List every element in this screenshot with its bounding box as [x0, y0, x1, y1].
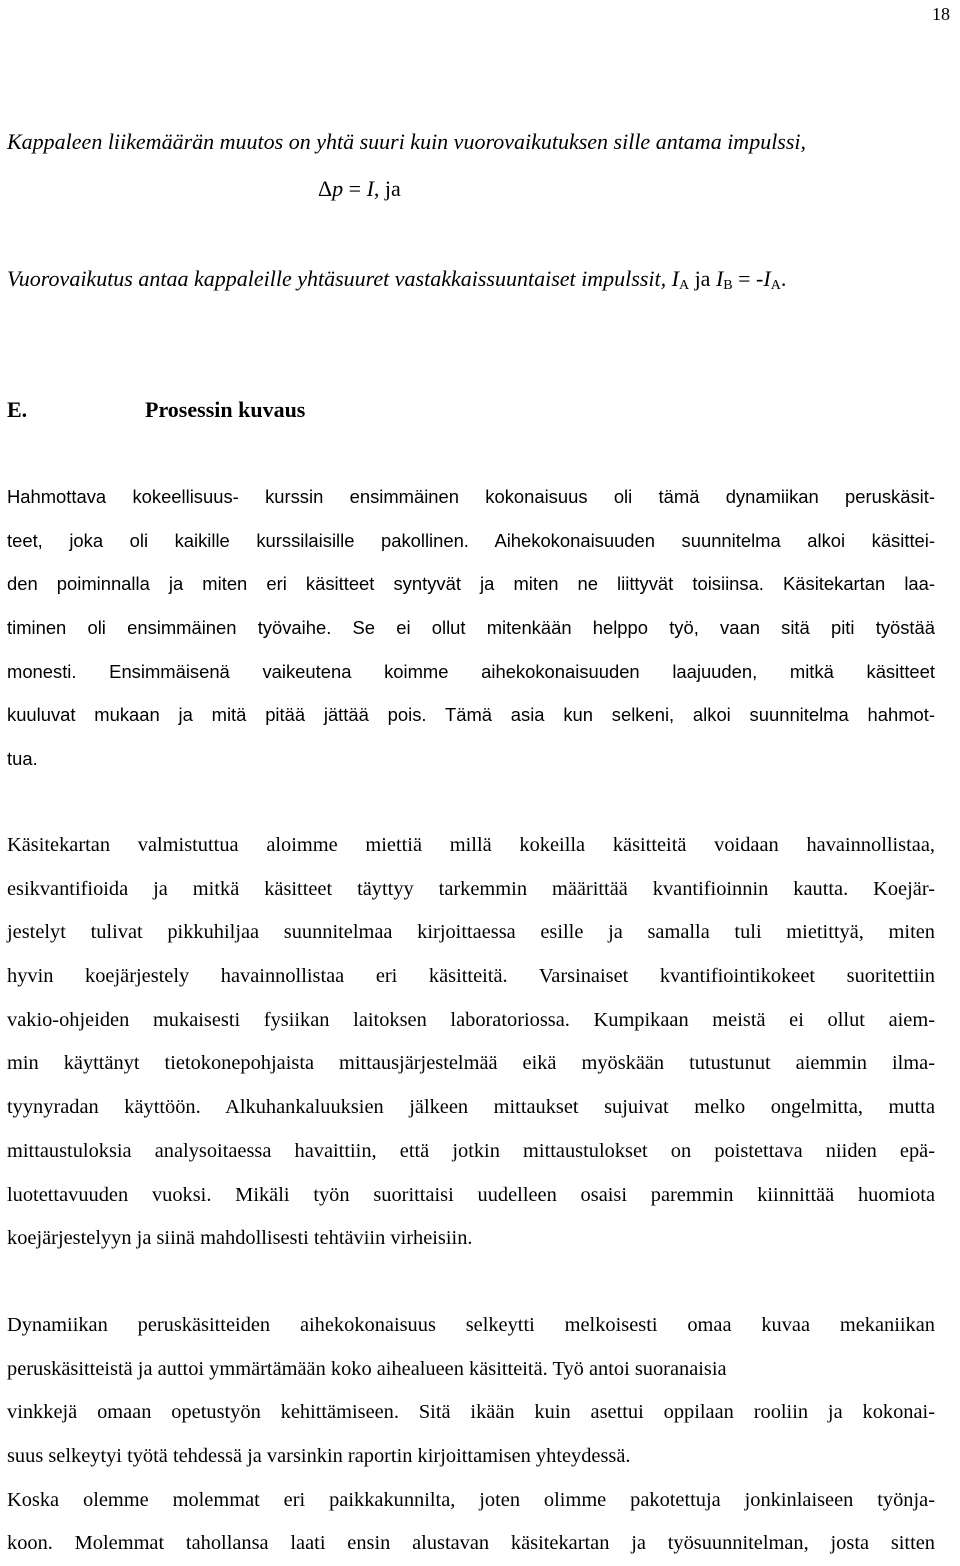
paragraph-line: timinen oli ensimmäinen työvaihe. Se ei ollut mitenkään helppo työ, vaan sitä piti työstää — [7, 617, 935, 639]
section-title: Prosessin kuvaus — [145, 397, 306, 422]
paragraph-line: tua. — [7, 748, 38, 770]
paragraph-line: suus selkeytyi työtä tehdessä ja varsinkin raportin kirjoittamisen yhteydessä. — [7, 1445, 631, 1468]
impulse-ia-neg: I — [763, 266, 771, 291]
delta-symbol: Δ — [318, 176, 333, 201]
paragraph-line: koon. Molemmat tahollansa laati ensin alustavan käsitekartan ja työsuunnitelman, josta sitten — [7, 1532, 935, 1555]
paragraph-line: min käyttänyt tietokonepohjaista mittausjärjestelmää eikä myöskään tutustunut aiemmin ilma- — [7, 1052, 935, 1075]
paragraph-line: esikvantifioida ja mitkä käsitteet täyttyy tarkemmin määrittää kvantifioinnin kautta. Koejär- — [7, 877, 935, 900]
paragraph-line: vinkkejä omaan opetustyön kehittämiseen. Sitä ikään kuin asettui oppilaan rooliin ja kokonai- — [7, 1401, 935, 1424]
paragraph-reflection — [7, 1304, 935, 1566]
impulse-end: . — [780, 266, 787, 291]
subscript-a: A — [678, 278, 690, 293]
formula-equals: = — [343, 176, 367, 201]
page-number: 18 — [932, 4, 950, 24]
formula-ja: , ja — [373, 176, 401, 201]
impulse-eq: = - — [732, 266, 764, 291]
impulse-statement — [7, 266, 786, 294]
paragraph-line: monesti. Ensimmäisenä vaikeutena koimme aihekokonaisuuden laajuuden, mitkä käsitteet — [7, 660, 935, 682]
formula-i: I — [366, 176, 374, 201]
paragraph-line: Hahmottava kokeellisuus- kurssin ensimmäinen kokonaisuus oli tämä dynamiikan peruskäsit- — [7, 486, 935, 507]
paragraph-line: teet, joka oli kaikille kurssilaisille pakollinen. Aihekokonaisuuden suunnitelma alkoi käsittei- — [7, 529, 935, 551]
paragraph-process-1 — [7, 475, 935, 781]
paragraph-line: kuuluvat mukaan ja mitä pitää jättää pois. Tämä asia kun selkeni, alkoi suunnitelma hahmot- — [7, 704, 935, 726]
paragraph-line: koejärjestelyyn ja siinä mahdollisesti tehtäviin virheisiin. — [7, 1227, 473, 1250]
paragraph-process-2 — [7, 824, 935, 1261]
paragraph-line: den poiminnalla ja miten eri käsitteet syntyvät ja miten ne liittyvät toisiinsa. Käsitekartan laa- — [7, 573, 935, 595]
momentum-statement: Kappaleen liikemäärän muutos on yhtä suuri kuin vuorovaikutuksen sille antama impulssi, — [7, 129, 807, 154]
subscript-b: B — [723, 278, 733, 293]
impulse-text: Vuorovaikutus antaa kappaleille yhtäsuuret vastakkaissuuntaiset impulssit, — [7, 266, 672, 291]
paragraph-line: vakio-ohjeiden mukaisesti fysiikan laitoksen laboratoriossa. Kumpikaan meistä ei ollut aiem- — [7, 1008, 935, 1031]
impulse-ja: ja — [689, 266, 716, 291]
impulse-ib: I — [715, 266, 724, 291]
impulse-ia: I — [671, 266, 679, 291]
paragraph-line: Käsitekartan valmistuttua aloimme miettiä millä kokeilla käsitteitä voidaan havainnollistaa, — [7, 834, 935, 856]
paragraph-line: luotettavuuden vuoksi. Mikäli työn suorittaisi uudelleen osaisi paremmin kiinnittää huomiota — [7, 1183, 935, 1206]
paragraph-line: Dynamiikan peruskäsitteiden aihekokonaisuus selkeytti melkoisesti omaa kuvaa mekaniikan — [7, 1314, 935, 1336]
impulse-formula — [318, 176, 401, 202]
paragraph-line: jestelyt tulivat pikkuhiljaa suunnitelmaa kirjoittaessa esille ja samalla tuli mietittyä, miten — [7, 921, 935, 944]
paragraph-line: mittaustuloksia analysoitaessa havaittiin, että jotkin mittaustulokset on poistettava niiden epä- — [7, 1139, 935, 1162]
paragraph-line: hyvin koejärjestely havainnollistaa eri käsitteitä. Varsinaiset kvantifiointikokeet suoritettiin — [7, 965, 935, 988]
paragraph-line: peruskäsitteistä ja auttoi ymmärtämään koko aihealueen käsitteitä. Työ antoi suoranaisia — [7, 1357, 727, 1380]
formula-p: p — [332, 176, 344, 201]
paragraph-line: Koska olemme molemmat eri paikkakunnilta, joten olimme pakotettuja jonkinlaiseen työnja- — [7, 1488, 935, 1511]
section-number: E. — [7, 397, 28, 422]
subscript-a-neg: A — [770, 278, 781, 293]
paragraph-line: tyynyradan käyttöön. Alkuhankaluuksien jälkeen mittaukset sujuivat melko ongelmitta, mutta — [7, 1096, 935, 1119]
